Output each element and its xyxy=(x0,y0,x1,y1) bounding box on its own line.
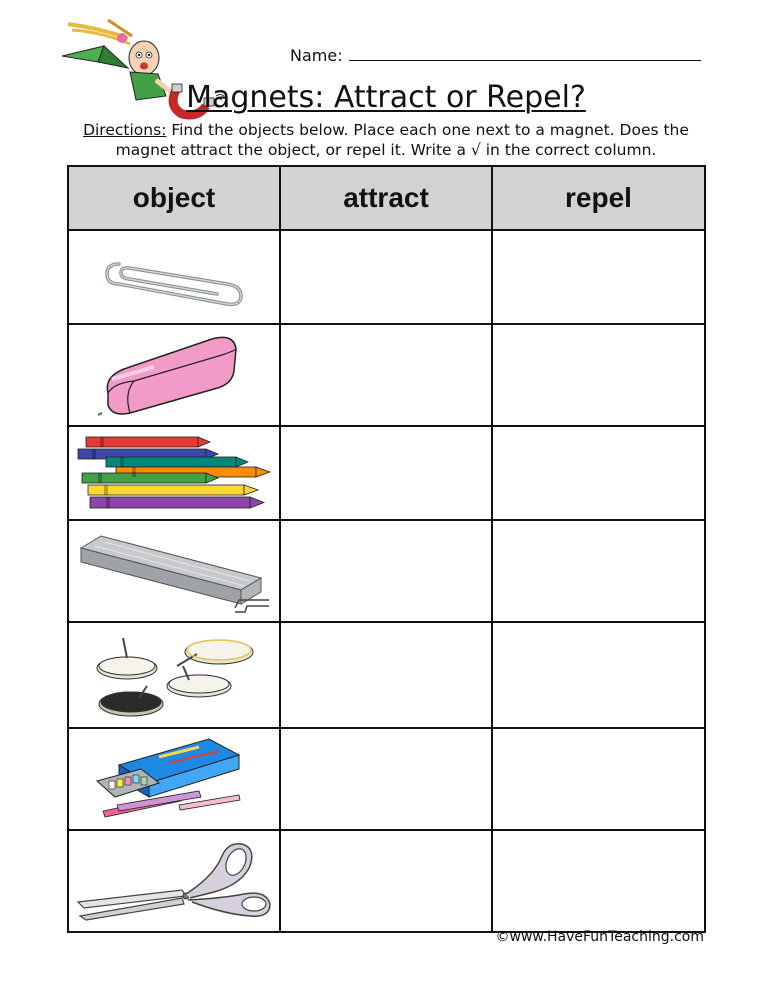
object-cell xyxy=(68,426,280,520)
table-header-row xyxy=(68,166,705,230)
column-header-attract: attract xyxy=(280,166,492,230)
directions-text: Find the objects below. Place each one next to a magnet. Does the magnet attract the object, or repel it. Write a √ in the correct column. xyxy=(115,121,689,159)
repel-checkbox-cell[interactable] xyxy=(492,830,705,932)
crayons-icon xyxy=(76,433,272,513)
object-cell xyxy=(68,230,280,324)
directions-label: Directions: xyxy=(83,121,167,139)
repel-checkbox-cell[interactable] xyxy=(492,520,705,622)
column-header-repel: repel xyxy=(492,166,705,230)
repel-checkbox-cell[interactable] xyxy=(492,426,705,520)
repel-checkbox-cell[interactable] xyxy=(492,324,705,426)
staples-icon xyxy=(75,526,273,616)
name-write-line[interactable] xyxy=(349,46,701,61)
table-row xyxy=(68,230,705,324)
attract-checkbox-cell[interactable] xyxy=(280,728,492,830)
attract-checkbox-cell[interactable] xyxy=(280,426,492,520)
table-row xyxy=(68,622,705,728)
attract-checkbox-cell[interactable] xyxy=(280,622,492,728)
attract-checkbox-cell[interactable] xyxy=(280,520,492,622)
attract-checkbox-cell[interactable] xyxy=(280,830,492,932)
object-cell xyxy=(68,324,280,426)
thumbtacks-icon xyxy=(79,628,269,722)
object-cell xyxy=(68,830,280,932)
paperclip-icon xyxy=(99,242,249,312)
table-row xyxy=(68,520,705,622)
eraser-icon xyxy=(94,333,254,417)
table-row xyxy=(68,426,705,520)
object-cell xyxy=(68,520,280,622)
repel-checkbox-cell[interactable] xyxy=(492,622,705,728)
repel-checkbox-cell[interactable] xyxy=(492,728,705,830)
worksheet-table xyxy=(67,165,706,933)
scissors-icon xyxy=(74,836,274,926)
attract-checkbox-cell[interactable] xyxy=(280,230,492,324)
column-header-object: object xyxy=(68,166,280,230)
name-label: Name: xyxy=(290,46,343,65)
attract-checkbox-cell[interactable] xyxy=(280,324,492,426)
copyright-footer: ©www.HaveFunTeaching.com xyxy=(495,929,704,945)
directions xyxy=(60,120,712,160)
object-cell xyxy=(68,622,280,728)
table-row xyxy=(68,728,705,830)
table-row xyxy=(68,830,705,932)
chalk-box-icon xyxy=(89,735,259,823)
table-row xyxy=(68,324,705,426)
name-field[interactable] xyxy=(290,46,710,65)
repel-checkbox-cell[interactable] xyxy=(492,230,705,324)
worksheet-title: Magnets: Attract or Repel? xyxy=(186,80,586,115)
object-cell xyxy=(68,728,280,830)
